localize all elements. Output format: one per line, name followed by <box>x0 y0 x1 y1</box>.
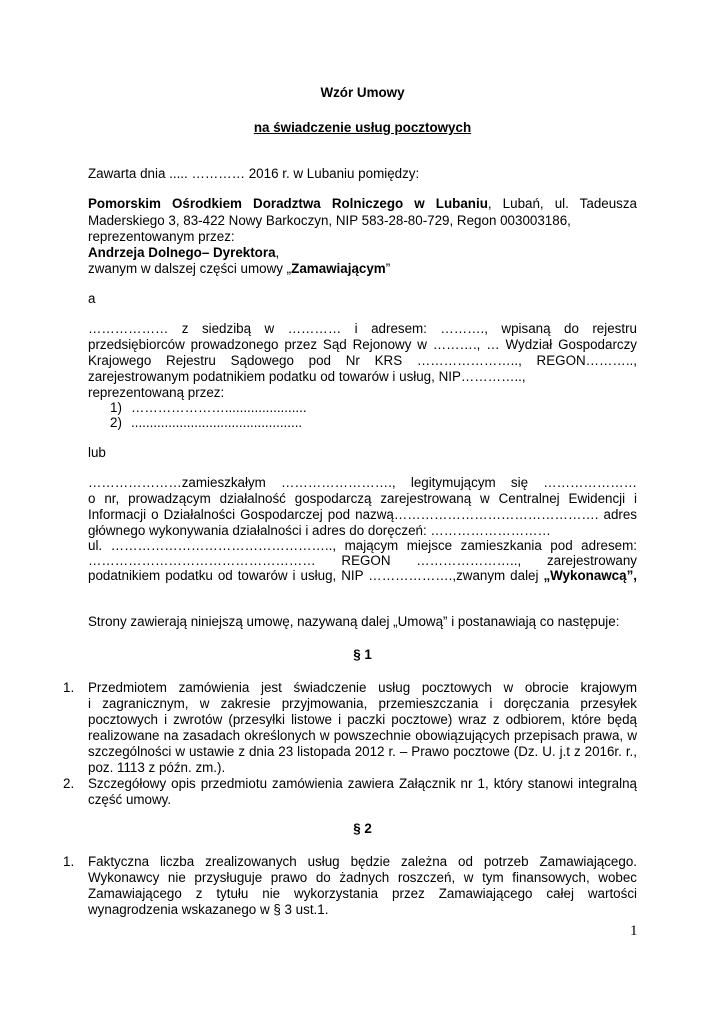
party1-address-part2: Maderskiego 3, 83-422 Nowy Barkoczyn, NIP 583-28-80-729, Regon 003003186, <box>88 213 571 228</box>
section-2-heading: § 2 <box>353 821 372 836</box>
party1-role-suffix: ” <box>385 261 391 276</box>
person-line4: głównego wykonywania działalności i adres do doręczeń: ……………………… <box>88 523 551 538</box>
party1-address-part1: , Lubań, ul. Tadeusza <box>487 196 638 211</box>
party1-represented-by: reprezentowanym przez: <box>88 229 235 244</box>
contract-intro: Zawarta dnia ..... ………… 2016 r. w Lubaniu pomiędzy: <box>88 166 420 181</box>
company-line4: zarejestrowanym podatnikiem podatku od towarów i usług, NIP………….., <box>88 369 526 384</box>
s2-item-1-number: 1. <box>63 854 75 869</box>
company-line1: ……………… z siedzibą w ………… i adresem: ………., wpisaną do rejestru <box>88 321 637 336</box>
s1-item-2-line2: część umowy. <box>88 792 172 807</box>
person-line7 <box>88 567 637 584</box>
s1-item-2-number: 2. <box>63 776 75 791</box>
person-line7-text: podatnikiem podatku od towarów i usług, NIP ……………….,zwanym dalej <box>88 568 544 583</box>
s1-item-1-line6: poz. 1113 z późn. zm.). <box>88 760 226 775</box>
s2-item-1-line4: wynagrodzenia wskazanego w § 3 ust.1. <box>88 902 329 917</box>
s1-item-1-line2: i zagranicznym, w zakresie przyjmowania, przemieszczania i doręczania przesyłek <box>88 696 637 711</box>
company-line5: reprezentowaną przez: <box>88 385 225 400</box>
conjunction-and: a <box>88 291 96 306</box>
s1-item-1-line5: szczególności w ustawie z dnia 23 listopada 2012 r. – Prawo pocztowe (Dz. U. j.t z 2016r. r., <box>88 744 637 759</box>
parties-statement: Strony zawierają niniejszą umowę, nazywaną dalej „Umową” i postanawiają co następuje: <box>88 614 620 629</box>
s1-item-1-number: 1. <box>63 680 75 695</box>
person-line1: …………………zamieszkałym ……………………., legitymującym się ………………… <box>88 475 637 490</box>
s1-item-1-line4: realizowane na zasadach określonych w powszechnie obowiązujących przepisach prawa, w <box>88 728 637 743</box>
contractor-role: „Wykonawcą”, <box>543 568 637 583</box>
party1-role-line <box>88 260 390 277</box>
party1-line1 <box>88 195 637 212</box>
s2-item-1-line2: Wykonawcy nie przysługuje prawo do żadnych roszczeń, w tym finansowych, wobec <box>88 870 637 885</box>
company-rep-1-blank: …………………...................... <box>131 400 307 415</box>
party1-name: Pomorskim Ośrodkiem Doradztwa Rolniczego w Lubaniu <box>88 196 488 211</box>
person-line3: Informacji o Działalności Gospodarczej pod nazwą………………………………………. adres <box>88 507 637 522</box>
person-line5: ul. ………………………………………….., mającym miejsce zamieszkania pod adresem: <box>88 538 637 553</box>
party1-person-suffix: , <box>275 245 280 260</box>
section-1-heading: § 1 <box>353 647 372 662</box>
company-line3: Krajowego Rejestru Sądowego pod Nr KRS ………………….., REGON……….., <box>88 353 637 368</box>
s1-item-2-line1: Szczegółowy opis przedmiotu zamówienia zawiera Załącznik nr 1, który stanowi integralną <box>88 776 637 791</box>
document-subtitle: na świadczenie usług pocztowych <box>253 120 472 135</box>
s2-item-1-line1: Faktyczna liczba zrealizowanych usług będzie zależna od potrzeb Zamawiającego. <box>88 854 637 869</box>
party1-representative <box>88 244 279 261</box>
page-number: 1 <box>630 923 638 939</box>
company-rep-1-number: 1) <box>110 400 122 415</box>
s1-item-1-line3: pocztowych i zwrotów (przesyłki listowe i paczki pocztowe) wraz z odbiorem, które będą <box>88 712 637 727</box>
person-line2: o nr, prowadzącym działalność gospodarczą zarejestrowaną w Centralnej Ewidencji i <box>88 491 637 506</box>
conjunction-or: lub <box>88 445 106 460</box>
company-rep-2-blank: .............................................. <box>131 415 303 430</box>
document-title: Wzór Umowy <box>320 85 405 100</box>
company-line2: przedsiębiorców prowadzonego przez Sąd Rejonowy w ………., … Wydział Gospodarczy <box>88 337 637 352</box>
party1-role: Zamawiającym <box>291 261 386 276</box>
person-line6: …………………………………………… REGON ………………….., zarejestrowany <box>88 553 637 568</box>
party1-role-prefix: zwanym w dalszej części umowy „ <box>88 261 292 276</box>
company-rep-2-number: 2) <box>110 415 122 430</box>
s1-item-1-line1: Przedmiotem zamówienia jest świadczenie usług pocztowych w obrocie krajowym <box>88 680 637 695</box>
s2-item-1-line3: Zamawiającego z tytułu nie wykorzystania przez Zamawiającego całej wartości <box>88 886 637 901</box>
party1-person: Andrzeja Dolnego– Dyrektora <box>88 245 276 260</box>
